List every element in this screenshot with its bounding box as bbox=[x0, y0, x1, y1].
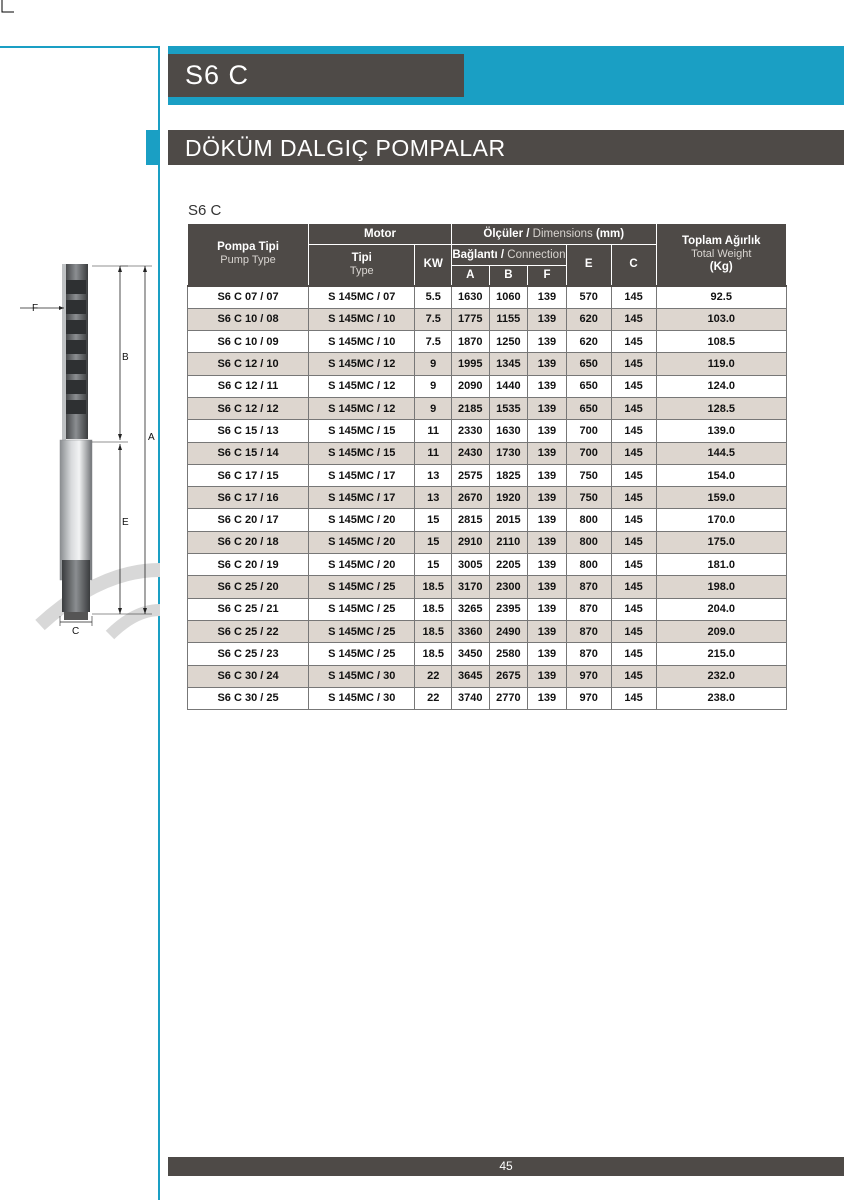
cell-dim-b: 2110 bbox=[489, 531, 528, 553]
cell-dim-a: 3740 bbox=[452, 687, 490, 709]
cell-motor-type: S 145MC / 25 bbox=[309, 576, 415, 598]
cell-pump-type: S6 C 12 / 10 bbox=[188, 353, 309, 375]
cell-dim-a: 3645 bbox=[452, 665, 490, 687]
cell-dim-b: 2395 bbox=[489, 598, 528, 620]
table-row bbox=[188, 620, 787, 642]
cell-dim-a: 2815 bbox=[452, 509, 490, 531]
cell-dim-b: 1345 bbox=[489, 353, 528, 375]
cell-dim-c: 145 bbox=[611, 375, 656, 397]
cell-pump-type: S6 C 15 / 14 bbox=[188, 442, 309, 464]
cell-dim-e: 870 bbox=[566, 643, 611, 665]
category-title: DÖKÜM DALGIÇ POMPALAR bbox=[168, 130, 844, 165]
cell-dim-e: 800 bbox=[566, 531, 611, 553]
cell-pump-type: S6 C 30 / 24 bbox=[188, 665, 309, 687]
table-row bbox=[188, 397, 787, 419]
cell-pump-type: S6 C 12 / 12 bbox=[188, 397, 309, 419]
cell-dim-f: 139 bbox=[528, 665, 567, 687]
dimension-label-e: E bbox=[122, 517, 129, 528]
cell-kw: 13 bbox=[415, 464, 452, 486]
cell-motor-type: S 145MC / 25 bbox=[309, 643, 415, 665]
cell-weight: 103.0 bbox=[656, 308, 787, 330]
cell-kw: 9 bbox=[415, 375, 452, 397]
table-row bbox=[188, 442, 787, 464]
cell-dim-f: 139 bbox=[528, 375, 567, 397]
cell-kw: 15 bbox=[415, 554, 452, 576]
cell-dim-f: 139 bbox=[528, 308, 567, 330]
cell-dim-c: 145 bbox=[611, 353, 656, 375]
specification-table bbox=[187, 223, 787, 710]
cell-dim-b: 1825 bbox=[489, 464, 528, 486]
cell-weight: 181.0 bbox=[656, 554, 787, 576]
cell-motor-type: S 145MC / 15 bbox=[309, 420, 415, 442]
cell-dim-c: 145 bbox=[611, 286, 656, 309]
cell-dim-f: 139 bbox=[528, 554, 567, 576]
page-number: 45 bbox=[499, 1159, 513, 1173]
cell-dim-a: 2090 bbox=[452, 375, 490, 397]
cell-weight: 139.0 bbox=[656, 420, 787, 442]
cell-pump-type: S6 C 20 / 17 bbox=[188, 509, 309, 531]
cell-pump-type: S6 C 07 / 07 bbox=[188, 286, 309, 309]
cell-kw: 15 bbox=[415, 509, 452, 531]
header-connection-en: Connection bbox=[507, 248, 566, 261]
cell-weight: 124.0 bbox=[656, 375, 787, 397]
cell-motor-type: S 145MC / 12 bbox=[309, 397, 415, 419]
cell-motor-type: S 145MC / 20 bbox=[309, 509, 415, 531]
cell-dim-f: 139 bbox=[528, 576, 567, 598]
cell-motor-type: S 145MC / 15 bbox=[309, 442, 415, 464]
cell-dim-b: 1630 bbox=[489, 420, 528, 442]
cell-dim-f: 139 bbox=[528, 487, 567, 509]
cell-dim-e: 650 bbox=[566, 353, 611, 375]
cell-dim-a: 2430 bbox=[452, 442, 490, 464]
cell-dim-c: 145 bbox=[611, 687, 656, 709]
cell-dim-f: 139 bbox=[528, 286, 567, 309]
cell-dim-c: 145 bbox=[611, 442, 656, 464]
category-accent bbox=[146, 130, 159, 165]
cell-pump-type: S6 C 15 / 13 bbox=[188, 420, 309, 442]
header-motor-type-tr: Tipi bbox=[351, 251, 372, 264]
cell-kw: 15 bbox=[415, 531, 452, 553]
cell-dim-f: 139 bbox=[528, 643, 567, 665]
dimension-label-c: C bbox=[72, 626, 80, 637]
header-motor: Motor bbox=[309, 224, 452, 245]
cell-motor-type: S 145MC / 12 bbox=[309, 353, 415, 375]
cell-kw: 18.5 bbox=[415, 643, 452, 665]
cell-dim-c: 145 bbox=[611, 397, 656, 419]
cell-dim-a: 3450 bbox=[452, 643, 490, 665]
cell-dim-f: 139 bbox=[528, 509, 567, 531]
table-row bbox=[188, 464, 787, 486]
cell-dim-b: 1730 bbox=[489, 442, 528, 464]
cell-dim-c: 145 bbox=[611, 576, 656, 598]
table-row bbox=[188, 531, 787, 553]
cell-weight: 170.0 bbox=[656, 509, 787, 531]
cell-dim-f: 139 bbox=[528, 442, 567, 464]
header-connection-tr: Bağlantı / bbox=[452, 248, 505, 261]
cell-pump-type: S6 C 25 / 20 bbox=[188, 576, 309, 598]
cell-kw: 7.5 bbox=[415, 331, 452, 353]
cell-dim-f: 139 bbox=[528, 687, 567, 709]
cell-dim-c: 145 bbox=[611, 509, 656, 531]
cell-pump-type: S6 C 25 / 22 bbox=[188, 620, 309, 642]
cell-weight: 209.0 bbox=[656, 620, 787, 642]
cell-weight: 204.0 bbox=[656, 598, 787, 620]
crop-mark bbox=[0, 0, 14, 14]
cell-weight: 232.0 bbox=[656, 665, 787, 687]
cell-motor-type: S 145MC / 17 bbox=[309, 487, 415, 509]
cell-dim-e: 970 bbox=[566, 665, 611, 687]
cell-dim-a: 3360 bbox=[452, 620, 490, 642]
cell-pump-type: S6 C 17 / 16 bbox=[188, 487, 309, 509]
cell-motor-type: S 145MC / 07 bbox=[309, 286, 415, 309]
cell-dim-a: 2910 bbox=[452, 531, 490, 553]
cell-pump-type: S6 C 25 / 23 bbox=[188, 643, 309, 665]
cell-dim-b: 2770 bbox=[489, 687, 528, 709]
header-motor-type-en: Type bbox=[349, 264, 374, 277]
cell-dim-e: 870 bbox=[566, 598, 611, 620]
table-row bbox=[188, 353, 787, 375]
cell-dim-c: 145 bbox=[611, 464, 656, 486]
cell-dim-a: 1870 bbox=[452, 331, 490, 353]
cell-dim-b: 1155 bbox=[489, 308, 528, 330]
cell-dim-a: 1630 bbox=[452, 286, 490, 309]
cell-pump-type: S6 C 25 / 21 bbox=[188, 598, 309, 620]
header-connection bbox=[452, 245, 567, 266]
cell-pump-type: S6 C 12 / 11 bbox=[188, 375, 309, 397]
dimension-label-a: A bbox=[148, 432, 155, 443]
cell-dim-a: 3005 bbox=[452, 554, 490, 576]
cell-kw: 18.5 bbox=[415, 598, 452, 620]
cell-motor-type: S 145MC / 10 bbox=[309, 308, 415, 330]
table-row bbox=[188, 643, 787, 665]
cell-kw: 11 bbox=[415, 442, 452, 464]
cell-dim-a: 1775 bbox=[452, 308, 490, 330]
cell-dim-b: 1920 bbox=[489, 487, 528, 509]
cell-motor-type: S 145MC / 25 bbox=[309, 620, 415, 642]
cell-dim-b: 2675 bbox=[489, 665, 528, 687]
cell-dim-e: 750 bbox=[566, 487, 611, 509]
table-row bbox=[188, 487, 787, 509]
cell-motor-type: S 145MC / 12 bbox=[309, 375, 415, 397]
header-col-f: F bbox=[528, 266, 567, 286]
cell-motor-type: S 145MC / 30 bbox=[309, 687, 415, 709]
cell-dim-c: 145 bbox=[611, 308, 656, 330]
cell-dim-c: 145 bbox=[611, 665, 656, 687]
header-weight-unit: (Kg) bbox=[709, 260, 733, 273]
table-row bbox=[188, 308, 787, 330]
table-title: S6 C bbox=[188, 202, 222, 219]
header-col-a: A bbox=[452, 266, 490, 286]
table-body bbox=[188, 286, 787, 710]
cell-dim-b: 1535 bbox=[489, 397, 528, 419]
footer-bar bbox=[168, 1157, 844, 1176]
pump-dimension-drawing bbox=[20, 240, 160, 650]
header-col-c: C bbox=[611, 245, 656, 286]
cell-dim-a: 2670 bbox=[452, 487, 490, 509]
header-dimensions-unit: (mm) bbox=[595, 227, 625, 240]
table-row bbox=[188, 665, 787, 687]
cell-dim-b: 2580 bbox=[489, 643, 528, 665]
cell-dim-c: 145 bbox=[611, 620, 656, 642]
motor-base bbox=[64, 612, 88, 620]
header-col-e: E bbox=[566, 245, 611, 286]
cell-dim-b: 2300 bbox=[489, 576, 528, 598]
cell-dim-b: 1440 bbox=[489, 375, 528, 397]
cell-dim-f: 139 bbox=[528, 397, 567, 419]
cell-kw: 22 bbox=[415, 687, 452, 709]
cell-dim-c: 145 bbox=[611, 531, 656, 553]
motor-body bbox=[60, 440, 92, 580]
header-kw: KW bbox=[415, 245, 452, 286]
cell-pump-type: S6 C 20 / 19 bbox=[188, 554, 309, 576]
table-row bbox=[188, 554, 787, 576]
cell-weight: 154.0 bbox=[656, 464, 787, 486]
cell-dim-e: 650 bbox=[566, 397, 611, 419]
cell-dim-f: 139 bbox=[528, 353, 567, 375]
cell-weight: 128.5 bbox=[656, 397, 787, 419]
cell-weight: 198.0 bbox=[656, 576, 787, 598]
cell-dim-f: 139 bbox=[528, 620, 567, 642]
cell-dim-b: 1060 bbox=[489, 286, 528, 309]
cell-dim-a: 1995 bbox=[452, 353, 490, 375]
header-dimensions bbox=[452, 224, 657, 245]
dimension-label-f: F bbox=[32, 303, 39, 314]
cell-motor-type: S 145MC / 10 bbox=[309, 331, 415, 353]
pump-stages bbox=[66, 280, 86, 414]
cell-dim-e: 870 bbox=[566, 620, 611, 642]
cell-pump-type: S6 C 10 / 09 bbox=[188, 331, 309, 353]
cell-kw: 18.5 bbox=[415, 576, 452, 598]
cell-dim-e: 750 bbox=[566, 464, 611, 486]
cell-dim-e: 970 bbox=[566, 687, 611, 709]
cell-motor-type: S 145MC / 20 bbox=[309, 554, 415, 576]
cell-dim-a: 2185 bbox=[452, 397, 490, 419]
header-weight-en: Total Weight bbox=[691, 247, 752, 260]
cell-dim-c: 145 bbox=[611, 643, 656, 665]
cell-dim-b: 2205 bbox=[489, 554, 528, 576]
cell-weight: 92.5 bbox=[656, 286, 787, 309]
cell-motor-type: S 145MC / 25 bbox=[309, 598, 415, 620]
cell-dim-c: 145 bbox=[611, 598, 656, 620]
cell-dim-f: 139 bbox=[528, 420, 567, 442]
header-weight-tr: Toplam Ağırlık bbox=[681, 234, 761, 247]
cell-dim-c: 145 bbox=[611, 331, 656, 353]
cell-dim-f: 139 bbox=[528, 598, 567, 620]
cell-pump-type: S6 C 20 / 18 bbox=[188, 531, 309, 553]
table-row bbox=[188, 286, 787, 309]
cell-motor-type: S 145MC / 30 bbox=[309, 665, 415, 687]
cell-kw: 11 bbox=[415, 420, 452, 442]
cell-dim-a: 3170 bbox=[452, 576, 490, 598]
cell-dim-b: 2015 bbox=[489, 509, 528, 531]
cell-dim-e: 650 bbox=[566, 375, 611, 397]
cell-weight: 119.0 bbox=[656, 353, 787, 375]
cell-weight: 238.0 bbox=[656, 687, 787, 709]
cell-kw: 22 bbox=[415, 665, 452, 687]
table-row bbox=[188, 576, 787, 598]
cell-dim-e: 570 bbox=[566, 286, 611, 309]
cell-weight: 159.0 bbox=[656, 487, 787, 509]
cell-dim-b: 1250 bbox=[489, 331, 528, 353]
cell-weight: 215.0 bbox=[656, 643, 787, 665]
cell-pump-type: S6 C 30 / 25 bbox=[188, 687, 309, 709]
cell-dim-c: 145 bbox=[611, 487, 656, 509]
cell-kw: 9 bbox=[415, 397, 452, 419]
cell-dim-c: 145 bbox=[611, 420, 656, 442]
cell-pump-type: S6 C 10 / 08 bbox=[188, 308, 309, 330]
cell-dim-b: 2490 bbox=[489, 620, 528, 642]
cell-dim-a: 2575 bbox=[452, 464, 490, 486]
series-title: S6 C bbox=[168, 54, 464, 97]
cell-dim-e: 800 bbox=[566, 554, 611, 576]
header-pump-type-tr: Pompa Tipi bbox=[217, 241, 279, 254]
table-row bbox=[188, 375, 787, 397]
header-col-b: B bbox=[489, 266, 528, 286]
cell-motor-type: S 145MC / 20 bbox=[309, 531, 415, 553]
cell-weight: 108.5 bbox=[656, 331, 787, 353]
pump-cable-guard bbox=[62, 264, 66, 444]
motor-bottom bbox=[62, 560, 90, 612]
cell-dim-a: 2330 bbox=[452, 420, 490, 442]
accent-horizontal-line bbox=[0, 46, 159, 48]
cell-dim-e: 800 bbox=[566, 509, 611, 531]
cell-dim-f: 139 bbox=[528, 464, 567, 486]
cell-dim-f: 139 bbox=[528, 331, 567, 353]
table-row bbox=[188, 598, 787, 620]
cell-dim-e: 700 bbox=[566, 420, 611, 442]
dimension-label-b: B bbox=[122, 352, 129, 363]
cell-dim-e: 870 bbox=[566, 576, 611, 598]
header-weight bbox=[656, 224, 787, 286]
header-dimensions-tr: Ölçüler / bbox=[483, 227, 530, 240]
cell-dim-a: 3265 bbox=[452, 598, 490, 620]
cell-dim-f: 139 bbox=[528, 531, 567, 553]
cell-pump-type: S6 C 17 / 15 bbox=[188, 464, 309, 486]
cell-weight: 144.5 bbox=[656, 442, 787, 464]
table-row bbox=[188, 331, 787, 353]
header-motor-type bbox=[309, 245, 415, 286]
cell-motor-type: S 145MC / 17 bbox=[309, 464, 415, 486]
table-row bbox=[188, 687, 787, 709]
cell-kw: 5.5 bbox=[415, 286, 452, 309]
header-pump-type bbox=[188, 224, 309, 286]
table-row bbox=[188, 420, 787, 442]
header-pump-type-en: Pump Type bbox=[220, 254, 276, 267]
cell-dim-e: 620 bbox=[566, 308, 611, 330]
cell-kw: 9 bbox=[415, 353, 452, 375]
cell-dim-c: 145 bbox=[611, 554, 656, 576]
cell-dim-e: 620 bbox=[566, 331, 611, 353]
cell-dim-e: 700 bbox=[566, 442, 611, 464]
cell-kw: 13 bbox=[415, 487, 452, 509]
header-dimensions-en: Dimensions bbox=[532, 227, 593, 240]
cell-kw: 18.5 bbox=[415, 620, 452, 642]
cell-kw: 7.5 bbox=[415, 308, 452, 330]
cell-weight: 175.0 bbox=[656, 531, 787, 553]
table-row bbox=[188, 509, 787, 531]
